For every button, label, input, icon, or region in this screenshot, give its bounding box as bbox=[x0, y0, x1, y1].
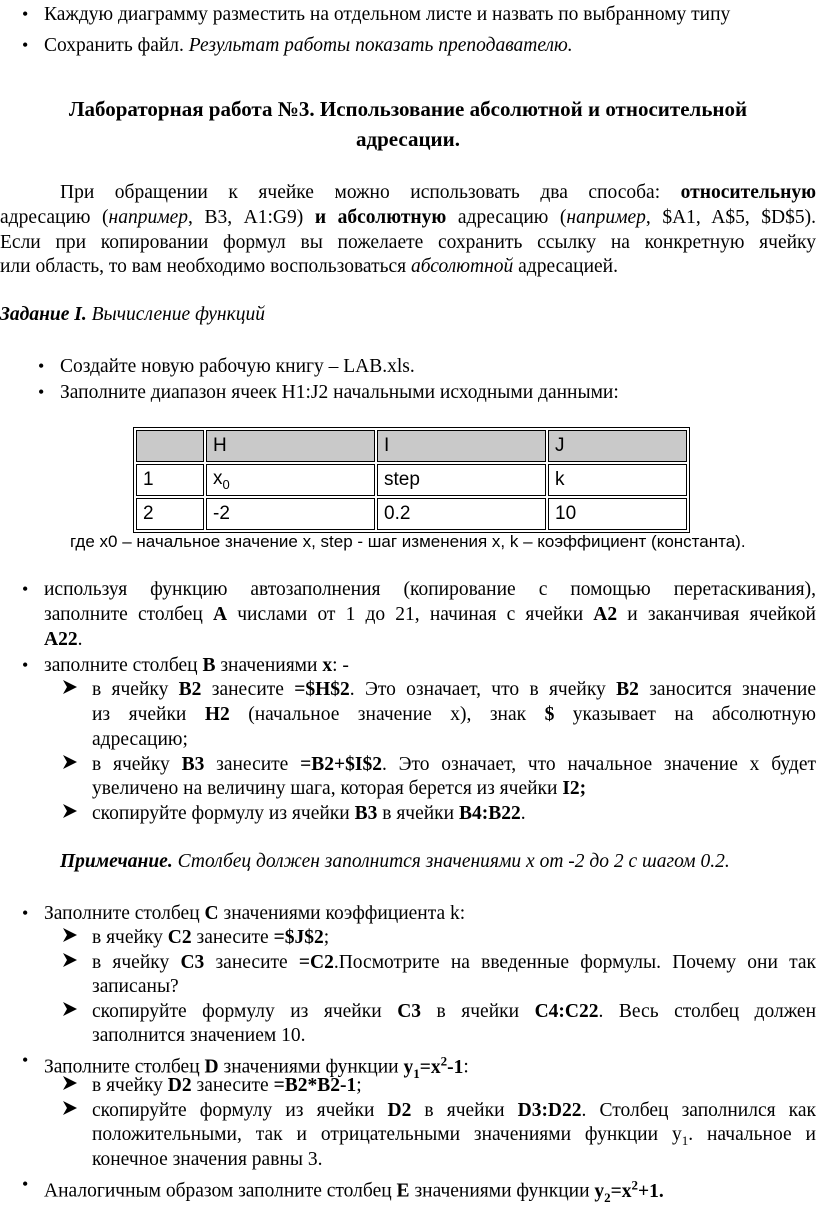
title-line-2: адресации. bbox=[355, 127, 460, 151]
bold-text: А22 bbox=[44, 629, 78, 650]
text: . Это означает, что в ячейку bbox=[349, 679, 617, 700]
text: : - bbox=[332, 655, 349, 676]
table-header-cell bbox=[136, 430, 204, 462]
text: заносится значение bbox=[638, 679, 816, 700]
bold-text: относительную bbox=[680, 182, 816, 203]
formula-subscript: 2 bbox=[604, 1189, 611, 1205]
cell-text: x bbox=[213, 468, 223, 490]
formula-part: y bbox=[403, 1056, 414, 1078]
bold-text: В4:В22 bbox=[458, 803, 521, 824]
text: в ячейку bbox=[92, 927, 168, 948]
task-title: Вычисление функций bbox=[86, 304, 265, 325]
bold-text: I2; bbox=[562, 778, 587, 799]
text: скопируйте формулу из ячейки bbox=[92, 1100, 388, 1121]
text: адресацию ( bbox=[446, 207, 567, 228]
table-cell: 1 bbox=[136, 464, 204, 496]
bold-text: $ bbox=[544, 704, 555, 725]
text: указывает на абсолютную bbox=[554, 704, 816, 725]
text: (начальное значение х), знак bbox=[229, 704, 545, 725]
formula-part: =x bbox=[610, 1180, 632, 1202]
cell-subscript: 0 bbox=[222, 476, 230, 492]
table-cell: 0.2 bbox=[377, 498, 546, 530]
text: в ячейки bbox=[377, 803, 459, 824]
arrow-bullet-icon bbox=[61, 926, 79, 944]
task-heading bbox=[0, 300, 265, 330]
text: . bbox=[520, 803, 526, 824]
title-line-1: Лабораторная работа №3. Использование абсолютной и относительной bbox=[68, 97, 748, 121]
bold-text: В2 bbox=[616, 679, 639, 700]
bullet-item bbox=[60, 378, 619, 408]
table-row bbox=[136, 498, 687, 530]
bold-text: D2 bbox=[387, 1100, 412, 1121]
sub-item-continuation: конечное значения равны 3. bbox=[92, 1149, 323, 1170]
formula-part: =x bbox=[419, 1056, 441, 1078]
sub-item-continuation bbox=[92, 700, 816, 730]
subscript: 1 bbox=[681, 1132, 689, 1148]
bold-text: В bbox=[202, 655, 216, 676]
text: адресацию ( bbox=[0, 207, 109, 228]
text: Аналогичным образом заполните столбец bbox=[44, 1180, 397, 1202]
bold-text: =$H$2 bbox=[294, 679, 350, 700]
table-header-cell: I bbox=[377, 430, 546, 462]
bold-text: и абсолютную bbox=[314, 207, 447, 228]
text: . Это означает, что начальное значение х будет bbox=[381, 754, 816, 775]
bullet-text: Заполните диапазон ячеек H1:J2 начальными исходными данными: bbox=[60, 382, 619, 403]
bullet-text: Создайте новую рабочую книгу – LAB.xls. bbox=[60, 356, 415, 377]
table-header-row bbox=[136, 430, 687, 462]
text: или область, то вам необходимо воспользоваться bbox=[0, 256, 411, 277]
note-text: Столбец должен заполнится значениями x от -2 до 2 с шагом 0.2. bbox=[172, 851, 730, 872]
formula-part: -1 bbox=[447, 1056, 464, 1078]
formula-part: +1. bbox=[638, 1180, 664, 1202]
text: адресацией. bbox=[513, 256, 618, 277]
arrow-bullet-icon bbox=[61, 1099, 79, 1117]
sub-item-continuation: записаны? bbox=[92, 976, 179, 997]
arrow-bullet-icon bbox=[61, 1074, 79, 1092]
text: значениями функции bbox=[409, 1180, 595, 1202]
bold-text: Е bbox=[396, 1180, 410, 1202]
formula bbox=[403, 1053, 464, 1081]
intro-line-4 bbox=[0, 252, 618, 282]
bold-text: С2 bbox=[167, 927, 192, 948]
bold-text: В3 bbox=[354, 803, 378, 824]
bullet-text: используя функцию автозаполнения (копирование с помощью перетаскивания), bbox=[44, 579, 816, 600]
bold-text: С bbox=[204, 903, 219, 924]
bold-text: В2 bbox=[178, 679, 202, 700]
text: При обращении к ячейке можно использовать два способа: bbox=[60, 182, 681, 203]
bold-text: С3 bbox=[397, 1001, 422, 1022]
bold-text: =В2+$I$2 bbox=[300, 754, 382, 775]
formula-part: y bbox=[594, 1180, 605, 1202]
text: Заполните столбец bbox=[44, 1056, 205, 1078]
bold-text: С4:С22 bbox=[534, 1001, 599, 1022]
text: занесите bbox=[191, 927, 274, 948]
text: занесите bbox=[191, 1075, 274, 1096]
text: Заполните столбец bbox=[44, 903, 205, 924]
table-header-cell: H bbox=[206, 430, 375, 462]
bold-text: D3:D22 bbox=[517, 1100, 582, 1121]
text: . Весь столбец должен bbox=[598, 1001, 816, 1022]
text: занесите bbox=[204, 952, 299, 973]
text: . начальное и bbox=[688, 1124, 816, 1145]
text: , В3, А1:G9) bbox=[188, 207, 315, 228]
text: значениями коэффициента k: bbox=[218, 903, 466, 924]
italic-text: например bbox=[108, 207, 189, 228]
sub-item bbox=[92, 948, 816, 978]
bullet-item bbox=[44, 1170, 664, 1212]
italic-text: например bbox=[566, 207, 646, 228]
table-cell bbox=[206, 464, 375, 496]
table-cell: k bbox=[548, 464, 687, 496]
text: . bbox=[77, 629, 83, 650]
task-label: Задание I. bbox=[0, 304, 87, 325]
table-header-cell: J bbox=[548, 430, 687, 462]
table-row bbox=[136, 464, 687, 496]
text: из ячейки bbox=[92, 704, 205, 725]
arrow-bullet-icon bbox=[61, 951, 79, 969]
text: заполните столбец bbox=[44, 655, 203, 676]
bold-text: x bbox=[322, 655, 333, 676]
italic-text: абсолютной bbox=[411, 256, 514, 277]
text: .Посмотрите на введенные формулы. Почему они так bbox=[333, 952, 816, 973]
page-title bbox=[0, 94, 816, 154]
table-cell: 2 bbox=[136, 498, 204, 530]
formula-subscript: 1 bbox=[413, 1065, 420, 1081]
text: скопируйте формулу из ячейки bbox=[92, 1001, 398, 1022]
note-label: Примечание. bbox=[60, 851, 173, 872]
formula bbox=[594, 1177, 664, 1205]
arrow-bullet-icon bbox=[61, 753, 79, 771]
formula-superscript: 2 bbox=[440, 1053, 448, 1068]
bold-text: Н2 bbox=[204, 704, 230, 725]
bullet-item bbox=[44, 0, 730, 30]
text: ; bbox=[323, 927, 330, 948]
initial-data-table bbox=[133, 427, 690, 533]
bold-text: А2 bbox=[593, 604, 618, 625]
text: положительными, так и отрицательными значениями функции y bbox=[92, 1124, 682, 1145]
arrow-bullet-icon bbox=[61, 678, 79, 696]
text: Если при копировании формул вы пожелаете сохранить ссылку на конкретную ячейку bbox=[0, 232, 816, 253]
note bbox=[60, 847, 730, 877]
text: скопируйте формулу из ячейки bbox=[92, 803, 355, 824]
table-cell: step bbox=[377, 464, 546, 496]
bullet-continuation bbox=[44, 600, 816, 630]
text: увеличено на величину шага, которая берется из ячейки bbox=[92, 778, 563, 799]
text: , $A1, A$5, $D$5). bbox=[645, 207, 816, 228]
bold-text: D2 bbox=[167, 1075, 192, 1096]
bold-text: =$J$2 bbox=[273, 927, 324, 948]
text: : bbox=[463, 1056, 469, 1078]
formula-superscript: 2 bbox=[631, 1177, 639, 1192]
bold-text: С3 bbox=[180, 952, 205, 973]
table-caption: где x0 – начальное значение x, step - шаг изменения x, k – коэффициент (константа). bbox=[70, 532, 746, 551]
text: в ячейку bbox=[92, 952, 181, 973]
text: занесите bbox=[201, 679, 295, 700]
bold-text: D bbox=[204, 1056, 219, 1078]
text: . Столбец заполнился как bbox=[581, 1100, 816, 1121]
bullet-text: Каждую диаграмму разместить на отдельном листе и назвать по выбранному типу bbox=[44, 4, 731, 25]
sub-item-continuation: заполнится значением 10. bbox=[92, 1025, 306, 1046]
bullet-italic: Результат работы показать преподавателю. bbox=[188, 35, 573, 56]
table-cell: -2 bbox=[206, 498, 375, 530]
text: в ячейку bbox=[92, 754, 182, 775]
arrow-bullet-icon bbox=[61, 802, 79, 820]
text: заполните столбец bbox=[44, 604, 213, 625]
arrow-bullet-icon bbox=[61, 1000, 79, 1018]
bold-text: В3 bbox=[181, 754, 205, 775]
text: в ячейку bbox=[92, 679, 179, 700]
bold-text: =С2 bbox=[298, 952, 334, 973]
text: числами от 1 до 21, начиная с ячейки bbox=[227, 604, 594, 625]
text: и заканчивая ячейкой bbox=[617, 604, 816, 625]
text: занесите bbox=[204, 754, 301, 775]
table-cell: 10 bbox=[548, 498, 687, 530]
bullet-text: Сохранить файл. bbox=[44, 35, 189, 56]
bold-text: =В2*В2-1 bbox=[273, 1075, 357, 1096]
text: в ячейку bbox=[92, 1075, 168, 1096]
bold-text: А bbox=[213, 604, 228, 625]
text: значениями bbox=[215, 655, 323, 676]
sub-item bbox=[92, 799, 526, 829]
bullet-item bbox=[44, 31, 573, 61]
text: ; bbox=[356, 1075, 362, 1096]
text: значениями функции bbox=[218, 1056, 404, 1078]
text: в ячейки bbox=[421, 1001, 535, 1022]
text: в ячейки bbox=[411, 1100, 518, 1121]
sub-item-continuation: адресацию; bbox=[92, 729, 188, 750]
